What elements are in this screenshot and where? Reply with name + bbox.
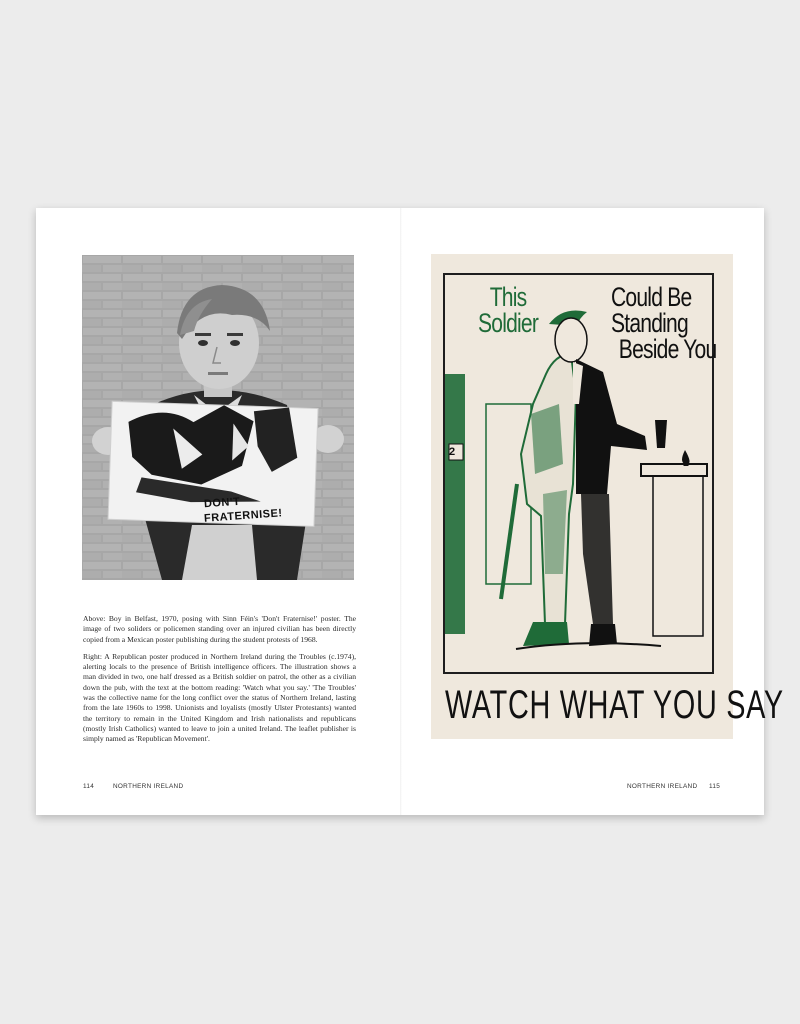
poster-title-right-line3: Beside You	[618, 334, 717, 364]
left-running-head: NORTHERN IRELAND	[113, 783, 184, 790]
poster-slogan: WATCH WHAT YOU SAY	[445, 683, 784, 727]
poster-title-left-line1: This	[489, 282, 527, 312]
book-gutter	[400, 208, 402, 815]
boy-photo	[82, 255, 354, 580]
caption-paragraph-right: Right: A Republican poster produced in Northern Ireland during the Troubles (c.1974), alerting locals to the presence of British intelligence officers. The illustration shows a man divided in two, one half dressed as a British soldier on patrol, the other as a civilian down the pub, with the text at the bottom reading: 'Watch what you say.' 'The Troubles' was the collective name for the long conflict over the status of Northern Ireland, lasting from the late 1960s to 1998. Unionists and loyalists (mostly Ulster Protestants) wanted the territory to remain in the United Kingdom and Irish nationalists and republicans (mostly Irish Catholics) wanted to leave to join a united Ireland. The leaflet publisher is simply named as 'Republican Movement'.	[83, 651, 356, 744]
right-running-head: NORTHERN IRELAND	[627, 783, 698, 790]
left-page-number: 114	[83, 783, 95, 790]
republican-poster	[431, 254, 784, 739]
book-spread	[36, 208, 784, 815]
photo-caption	[83, 614, 356, 752]
boy-photo-illustration	[82, 255, 354, 580]
right-page-number: 115	[709, 783, 721, 790]
photo-poster-text-line1: DON'T	[203, 495, 241, 511]
caption-paragraph-above: Above: Boy in Belfast, 1970, posing with Sinn Féin's 'Don't Fraternise!' poster. The image of two soliders or policemen standing over an injured civilian has been directly copied from a Mexican poster publishing during the student protests of 1968.	[83, 614, 356, 644]
poster-title-right-line2: Standing	[611, 308, 688, 338]
poster-door-number: 2	[449, 446, 456, 458]
photo-poster-text-line2: FRATERNISE!	[203, 507, 283, 525]
poster-title-left-line2: Soldier	[477, 308, 539, 338]
poster-title-left	[471, 284, 545, 336]
poster-title-right-line1: Could Be	[611, 282, 692, 312]
poster-title-right	[611, 284, 716, 362]
